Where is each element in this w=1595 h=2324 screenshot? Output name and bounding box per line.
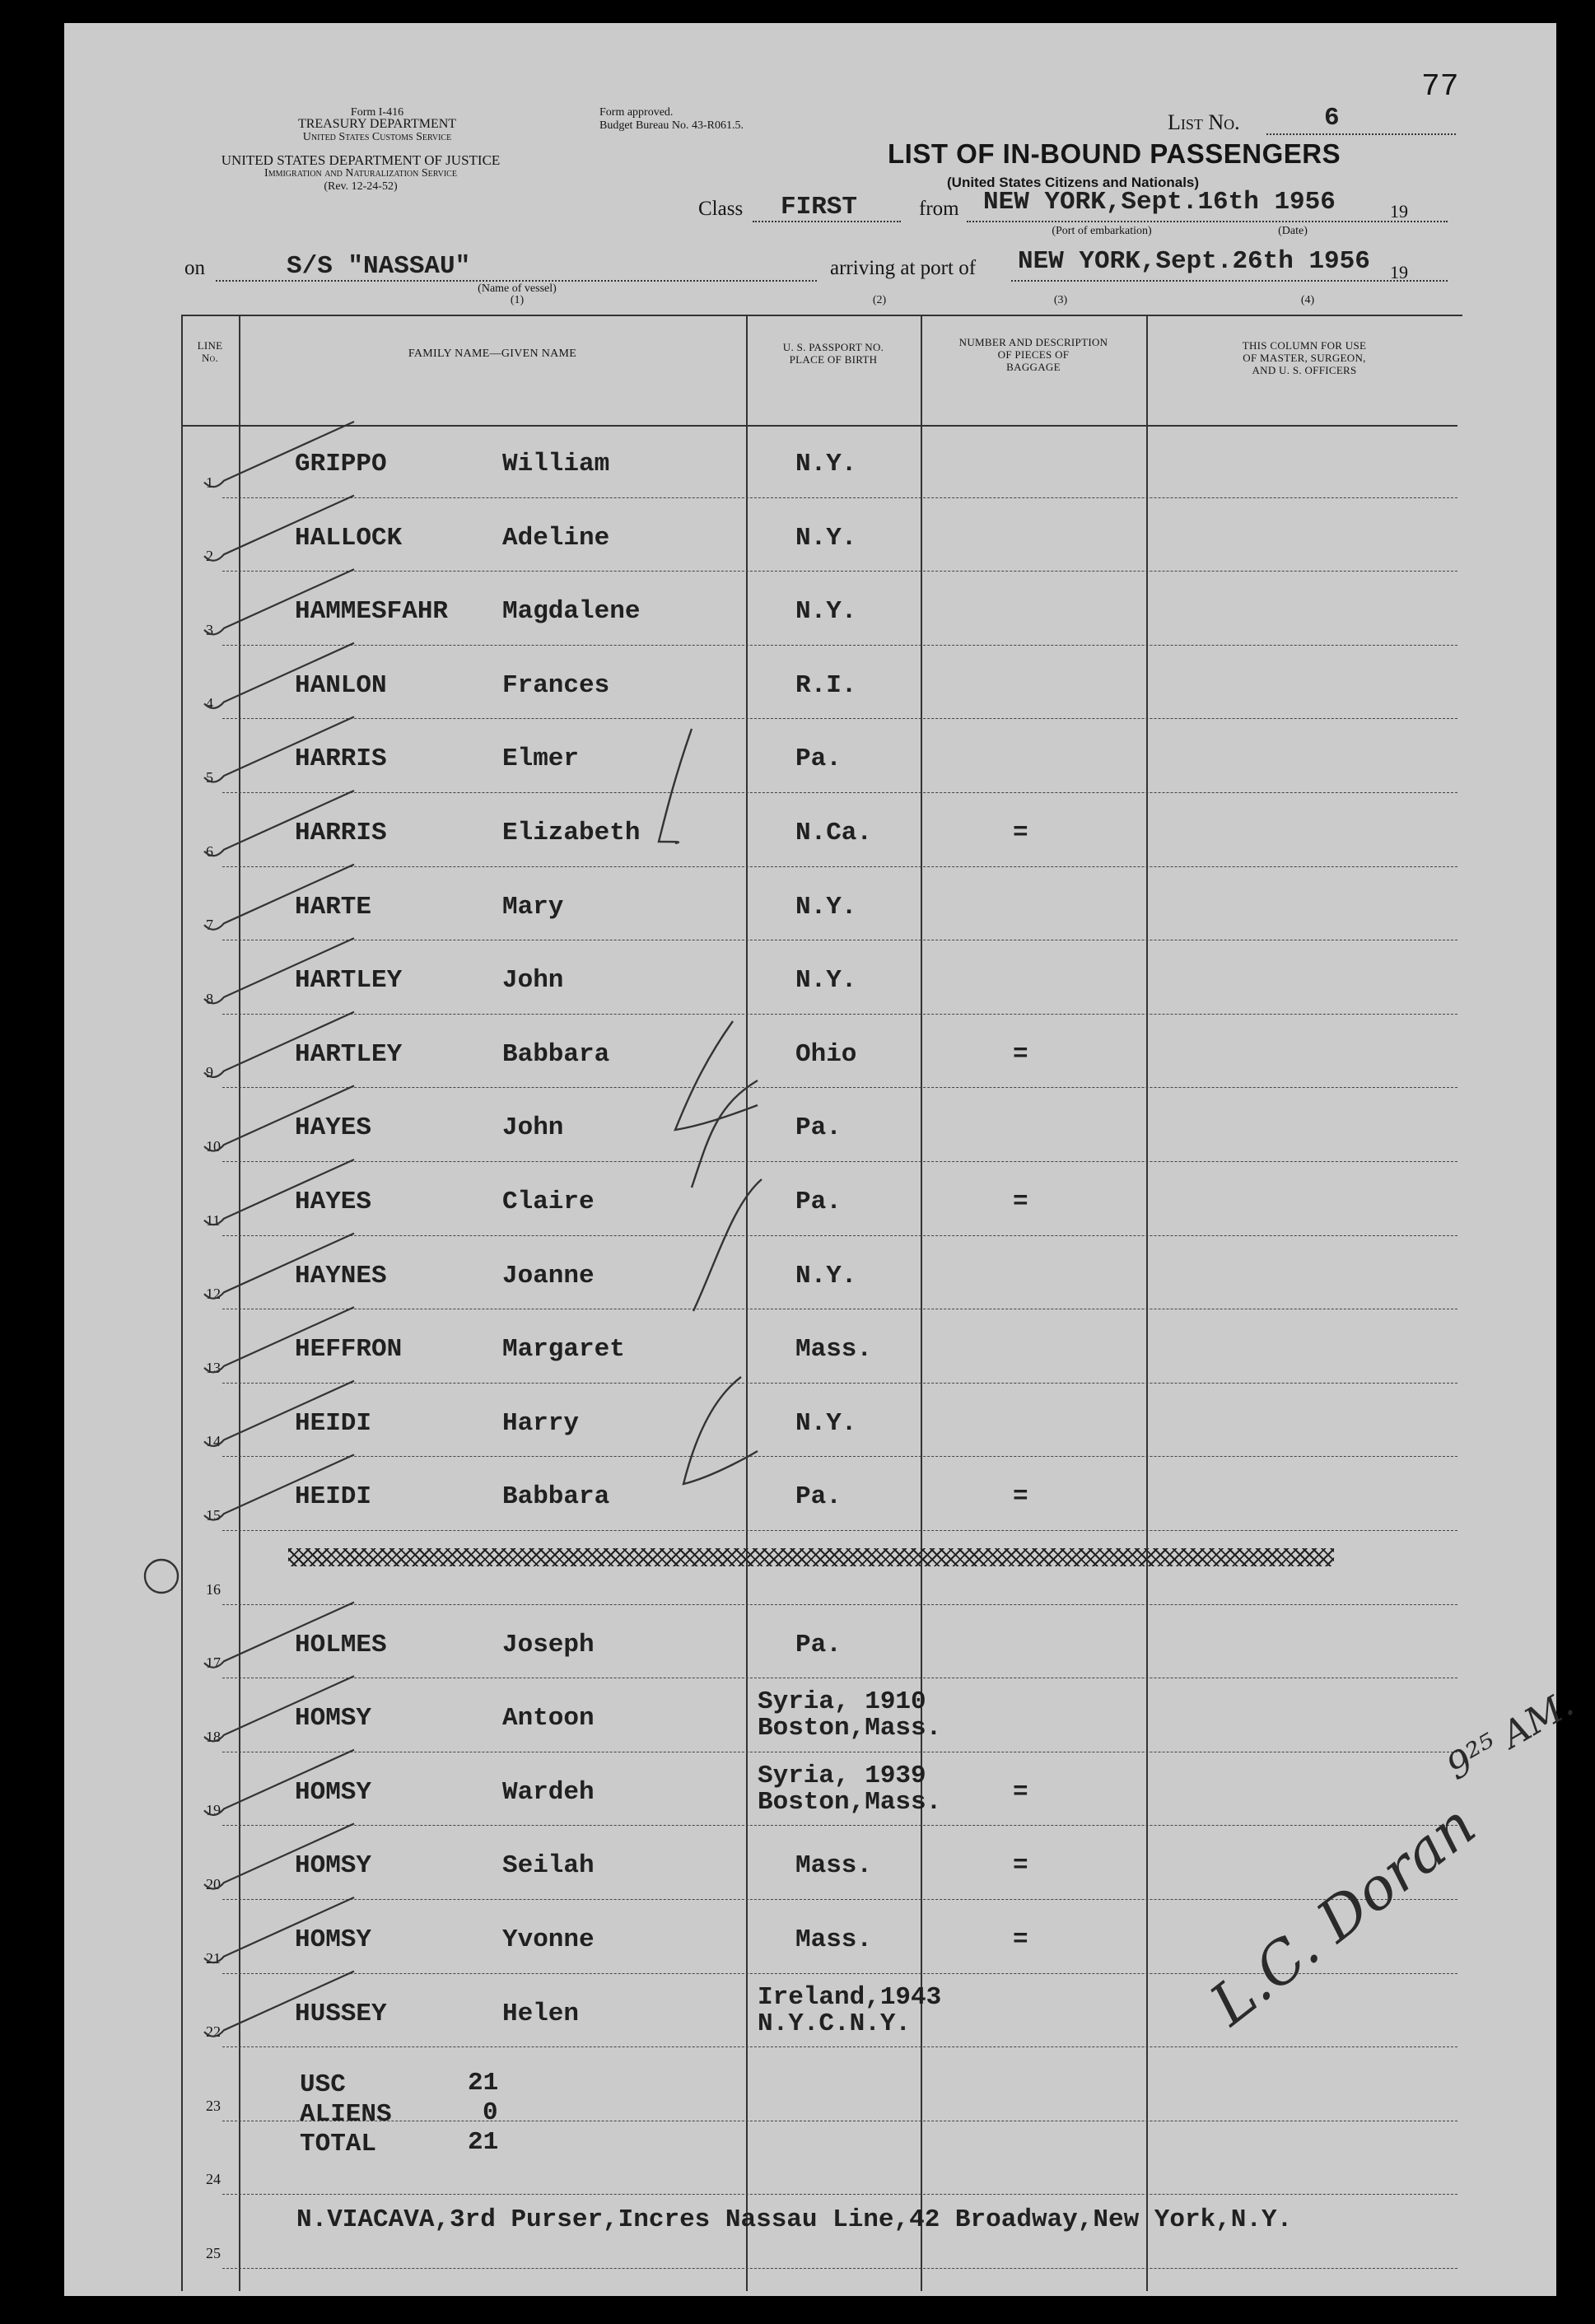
year-suffix-1: 19	[1390, 201, 1408, 222]
budget-bureau: Budget Bureau No. 43-R061.5.	[599, 119, 744, 132]
given-name: William	[502, 450, 610, 478]
class-value: FIRST	[781, 193, 858, 222]
line-number: 20	[206, 1875, 221, 1892]
family-name: HOMSY	[295, 1851, 372, 1881]
officer-signature: L.C. Doran	[1197, 1790, 1488, 2039]
family-name: HEIDI	[295, 1408, 372, 1438]
embarkation-value: NEW YORK,Sept.16th 1956	[983, 188, 1336, 217]
place-of-birth: Pa.	[795, 1188, 842, 1216]
line-number: 12	[206, 1286, 221, 1303]
line-number: 3	[206, 621, 213, 638]
check-mark	[204, 938, 354, 1003]
embarkation-caption: (Port of embarkation)	[1052, 225, 1152, 237]
given-name: John	[502, 1113, 564, 1143]
check-mark	[204, 1823, 354, 1888]
place-of-birth: N.Y.	[795, 892, 857, 922]
place-of-birth-city: N.Y.C.N.Y.	[758, 2009, 912, 2038]
col4-number: (4)	[1300, 294, 1315, 306]
line-number: 4	[206, 695, 213, 712]
check-mark	[204, 1307, 354, 1372]
line-number: 5	[206, 768, 213, 786]
place-of-birth: N.Y.	[795, 523, 857, 553]
line-number: 7	[206, 917, 213, 934]
given-name: Babbara	[502, 1482, 610, 1512]
given-name: Antoon	[502, 1704, 595, 1734]
place-of-birth: Ireland,1943	[758, 1982, 942, 2012]
line-number: 10	[206, 1137, 221, 1155]
place-of-birth: N.Y.	[795, 1408, 857, 1438]
line-number: 24	[206, 2171, 221, 2188]
place-of-birth: Pa.	[795, 1630, 842, 1659]
line-number: 14	[206, 1433, 221, 1450]
check-mark	[204, 865, 354, 930]
line-number: 22	[206, 2023, 221, 2041]
list-subtitle: (United States Citizens and Nationals)	[947, 175, 1200, 190]
check-mark	[204, 422, 354, 487]
place-of-birth: N.Y.	[795, 1261, 857, 1290]
given-name: Wardeh	[502, 1777, 595, 1807]
place-of-birth: Mass.	[795, 1925, 873, 1954]
given-name: Yvonne	[502, 1925, 595, 1954]
family-name: HOMSY	[295, 1925, 372, 1954]
baggage-count: =	[1013, 819, 1028, 847]
col2-number: (2)	[872, 294, 887, 306]
check-mark	[204, 1972, 354, 2037]
check-mark	[204, 716, 354, 782]
inspection-check-marks	[181, 315, 1462, 2291]
family-name: HUSSEY	[295, 1999, 387, 2028]
family-name: HARTLEY	[295, 966, 403, 996]
check-mark	[204, 1160, 354, 1225]
place-of-birth: N.Y.	[795, 597, 857, 627]
class-label: Class	[698, 198, 744, 220]
place-of-birth: Ohio	[795, 1039, 857, 1069]
line-number: 6	[206, 842, 213, 860]
check-mark	[204, 569, 354, 634]
page-number: 77	[1421, 69, 1459, 105]
check-mark	[204, 791, 354, 856]
total-label: TOTAL	[300, 2130, 377, 2158]
justice-dept: UNITED STATES DEPARTMENT OF JUSTICE	[221, 152, 501, 168]
family-name: HARTE	[295, 892, 372, 922]
form-approved: Form approved.	[599, 106, 674, 119]
family-name: HEFFRON	[295, 1335, 403, 1365]
place-of-birth: Mass.	[795, 1335, 873, 1365]
check-mark	[204, 1750, 354, 1815]
line-number: 19	[206, 1802, 221, 1819]
aliens-label: ALIENS	[300, 2100, 392, 2129]
baggage-count: =	[1013, 1925, 1028, 1954]
line-number: 8	[206, 990, 213, 1007]
line-number: 2	[206, 548, 213, 565]
revision: (Rev. 12-24-52)	[324, 180, 398, 193]
given-name: Babbara	[502, 1039, 610, 1069]
family-name: HAMMESFAHR	[295, 597, 449, 627]
given-name: Seilah	[502, 1851, 595, 1881]
place-of-birth: R.I.	[795, 670, 857, 700]
col3-number: (3)	[1053, 294, 1068, 306]
date-caption: (Date)	[1278, 225, 1308, 237]
family-name: HAYES	[295, 1188, 372, 1216]
col-header-name: FAMILY NAME—GIVEN NAME	[408, 348, 577, 360]
baggage-count: =	[1013, 1777, 1028, 1807]
given-name: Claire	[502, 1188, 595, 1216]
place-of-birth: N.Y.	[795, 966, 857, 996]
check-mark	[204, 1454, 354, 1519]
line-number: 25	[206, 2244, 221, 2261]
list-title: LIST OF IN-BOUND PASSENGERS	[888, 138, 1341, 169]
check-mark	[204, 1085, 354, 1150]
family-name: HEIDI	[295, 1482, 372, 1512]
line-number: 9	[206, 1064, 213, 1081]
col-header-passport: U. S. PASSPORT NO. PLACE OF BIRTH	[782, 341, 884, 366]
place-of-birth: Pa.	[795, 1113, 842, 1143]
given-name: Helen	[502, 1999, 580, 2028]
family-name: HOMSY	[295, 1704, 372, 1734]
family-name: HARRIS	[295, 744, 387, 774]
col-header-line: LINE No.	[197, 339, 223, 364]
family-name: HALLOCK	[295, 523, 403, 553]
given-name: Harry	[502, 1408, 580, 1438]
vessel-caption: (Name of vessel)	[478, 282, 557, 295]
arrival-value: NEW YORK,Sept.26th 1956	[1018, 247, 1370, 276]
check-mark	[204, 1603, 354, 1668]
baggage-count: =	[1013, 1482, 1028, 1512]
line-number: 21	[206, 1949, 221, 1967]
year-suffix-2: 19	[1390, 262, 1408, 282]
family-name: HAYES	[295, 1113, 372, 1143]
family-name: HOMSY	[295, 1777, 372, 1807]
family-name: HARTLEY	[295, 1039, 403, 1069]
line-number: 11	[206, 1211, 221, 1229]
customs-service: United States Customs Service	[302, 131, 452, 143]
usc-label: USC	[300, 2070, 346, 2099]
given-name: Mary	[502, 892, 564, 922]
place-of-birth: Pa.	[795, 744, 842, 774]
vessel-name: S/S "NASSAU"	[287, 252, 471, 281]
place-of-birth: Pa.	[795, 1482, 842, 1512]
place-of-birth: N.Ca.	[795, 819, 873, 847]
given-name: Magdalene	[502, 597, 641, 627]
given-name: Elizabeth	[502, 819, 641, 847]
place-of-birth: Syria, 1939	[758, 1761, 926, 1790]
usc-value: 21	[468, 2069, 499, 2098]
line-number: 16	[206, 1580, 221, 1598]
check-mark	[204, 1234, 354, 1299]
col-header-baggage: NUMBER AND DESCRIPTION OF PIECES OF BAGGAGE	[958, 336, 1108, 373]
col1-number: (1)	[510, 294, 525, 306]
col-header-officers: THIS COLUMN FOR USE OF MASTER, SURGEON, AND U. S. OFFICERS	[1242, 339, 1367, 376]
line-number: 1	[206, 474, 213, 491]
place-of-birth-city: Boston,Mass.	[758, 1787, 942, 1817]
given-name: Margaret	[502, 1335, 625, 1365]
given-name: Frances	[502, 670, 610, 700]
arriving-label: arriving at port of	[830, 257, 977, 279]
line-number: 15	[206, 1506, 221, 1524]
check-mark	[204, 643, 354, 708]
check-mark	[204, 1676, 354, 1741]
family-name: HARRIS	[295, 819, 387, 847]
check-mark	[204, 496, 354, 561]
total-value: 21	[468, 2128, 499, 2157]
list-no-label: List No.	[1168, 110, 1240, 134]
line-number: 23	[206, 2097, 221, 2114]
given-name: Joanne	[502, 1261, 595, 1290]
place-of-birth: N.Y.	[795, 450, 857, 478]
check-mark	[204, 1012, 354, 1077]
given-name: John	[502, 966, 564, 996]
baggage-count: =	[1013, 1188, 1028, 1216]
purser-line: N.VIACAVA,3rd Purser,Incres Nassau Line,42 Broadway,New York,N.Y.	[296, 2205, 1293, 2234]
line-number: 13	[206, 1359, 221, 1376]
from-label: from	[919, 198, 959, 220]
passenger-table	[181, 315, 1581, 2291]
line-number: 18	[206, 1728, 221, 1745]
baggage-count: =	[1013, 1851, 1028, 1881]
check-mark	[204, 1897, 354, 1962]
form-number: Form I-416	[350, 106, 404, 119]
place-of-birth: Syria, 1910	[758, 1687, 926, 1717]
baggage-count: =	[1013, 1039, 1028, 1069]
treasury-dept: TREASURY DEPARTMENT	[297, 117, 457, 131]
on-label: on	[184, 257, 205, 279]
family-name: GRIPPO	[295, 450, 387, 478]
place-of-birth-city: Boston,Mass.	[758, 1714, 942, 1743]
aliens-value: 0	[483, 2098, 498, 2127]
manifest-sheet	[64, 23, 1581, 2296]
given-name: Adeline	[502, 523, 610, 553]
line-number: 17	[206, 1654, 221, 1672]
check-mark	[204, 1381, 354, 1446]
ins-service: Immigration and Naturalization Service	[264, 167, 457, 180]
family-name: HAYNES	[295, 1261, 387, 1290]
family-name: HOLMES	[295, 1630, 387, 1659]
signature-time: 9²⁵ AM.	[1439, 1682, 1581, 1789]
list-no-value: 6	[1324, 104, 1340, 133]
given-name: Elmer	[502, 744, 580, 774]
family-name: HANLON	[295, 670, 387, 700]
given-name: Joseph	[502, 1630, 595, 1659]
place-of-birth: Mass.	[795, 1851, 873, 1881]
